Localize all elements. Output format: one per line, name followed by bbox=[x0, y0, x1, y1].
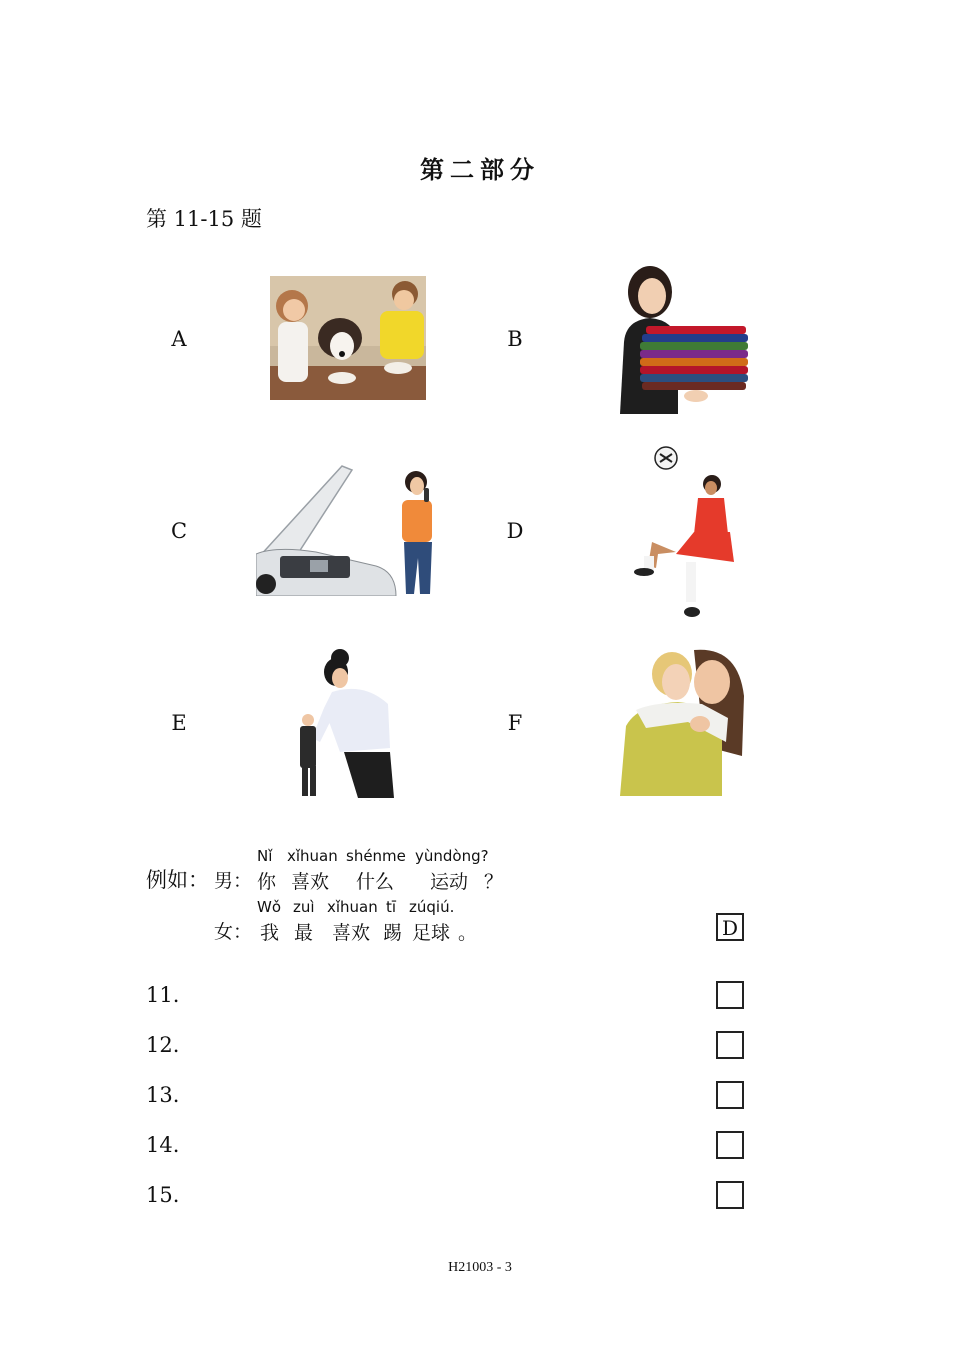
hanzi-word: 喜欢 bbox=[291, 871, 330, 893]
pinyin-word: tī bbox=[386, 898, 397, 916]
male-speaker-label: 男： bbox=[214, 870, 253, 892]
hanzi-word: 什么 bbox=[356, 871, 395, 893]
question-number-12: 12. bbox=[146, 1033, 180, 1057]
question-number-14: 14. bbox=[146, 1133, 180, 1157]
hanzi-word: 运动 bbox=[430, 871, 469, 893]
question-range: 第 11-15 题 bbox=[146, 207, 262, 231]
question-number-11: 11. bbox=[146, 983, 180, 1007]
pinyin-word: zúqiú. bbox=[409, 898, 455, 916]
option-letter-b: B bbox=[507, 327, 523, 351]
hanzi-word: 你 bbox=[257, 871, 277, 893]
question-number-13: 13. bbox=[146, 1083, 180, 1107]
picture-a-children-dog bbox=[270, 276, 426, 400]
hanzi-word: 最 bbox=[294, 922, 314, 944]
female-speaker-label: 女： bbox=[214, 921, 253, 943]
option-letter-a: A bbox=[171, 327, 187, 351]
picture-f-mother-daughter bbox=[618, 646, 748, 796]
picture-e-handshake bbox=[294, 648, 398, 798]
option-letter-e: E bbox=[171, 711, 187, 735]
pinyin-word: xǐhuan bbox=[287, 847, 338, 865]
answer-box-15[interactable] bbox=[716, 1181, 744, 1209]
pinyin-word: xǐhuan bbox=[327, 898, 378, 916]
option-letter-c: C bbox=[170, 519, 188, 543]
answer-box-14[interactable] bbox=[716, 1131, 744, 1159]
option-letter-f: F bbox=[507, 711, 523, 735]
picture-c-car-woman-phone bbox=[256, 462, 438, 596]
section-heading: 第二部分 bbox=[420, 155, 540, 184]
page-footer: H21003 - 3 bbox=[448, 1260, 512, 1275]
pinyin-word: Nǐ bbox=[257, 847, 273, 865]
hanzi-word: 踢 bbox=[383, 922, 403, 944]
answer-box-13[interactable] bbox=[716, 1081, 744, 1109]
picture-b-woman-sweaters bbox=[616, 262, 750, 414]
example-label: 例如： bbox=[146, 868, 209, 892]
pinyin-word: shénme bbox=[346, 847, 406, 865]
option-letter-d: D bbox=[506, 519, 524, 543]
pinyin-word: Wǒ bbox=[257, 898, 282, 916]
hanzi-word: 我 bbox=[260, 922, 280, 944]
pinyin-word: yùndòng? bbox=[415, 847, 489, 865]
hanzi-word: 足球 bbox=[412, 922, 451, 944]
answer-box-11[interactable] bbox=[716, 981, 744, 1009]
pinyin-word: zuì bbox=[293, 898, 315, 916]
picture-d-girl-soccer bbox=[632, 446, 736, 624]
hanzi-word: ？ bbox=[484, 871, 504, 893]
example-answer-box: D bbox=[716, 913, 744, 941]
answer-box-12[interactable] bbox=[716, 1031, 744, 1059]
hanzi-word: 。 bbox=[458, 922, 478, 944]
question-number-15: 15. bbox=[146, 1183, 180, 1207]
hanzi-word: 喜欢 bbox=[332, 922, 371, 944]
